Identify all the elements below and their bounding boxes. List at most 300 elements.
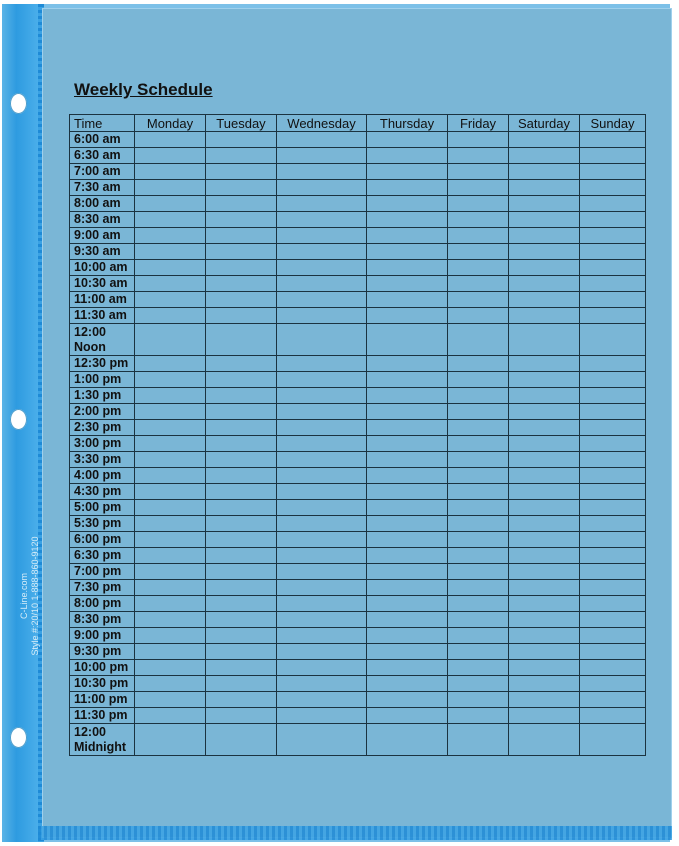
schedule-cell[interactable]: [367, 660, 448, 676]
schedule-cell[interactable]: [135, 660, 206, 676]
schedule-cell[interactable]: [509, 628, 580, 644]
schedule-cell[interactable]: [206, 324, 277, 356]
schedule-cell[interactable]: [580, 228, 646, 244]
time-slot-label: 11:00 am: [70, 292, 135, 308]
schedule-cell[interactable]: [277, 500, 367, 516]
schedule-cell[interactable]: [509, 452, 580, 468]
schedule-cell[interactable]: [448, 612, 509, 628]
schedule-cell[interactable]: [206, 180, 277, 196]
time-slot-row: [70, 180, 646, 196]
schedule-cell[interactable]: [509, 164, 580, 180]
schedule-cell[interactable]: [580, 724, 646, 756]
schedule-cell[interactable]: [367, 452, 448, 468]
schedule-cell[interactable]: [448, 564, 509, 580]
schedule-cell[interactable]: [448, 580, 509, 596]
schedule-cell[interactable]: [509, 548, 580, 564]
time-slot-label: 4:30 pm: [70, 484, 135, 500]
schedule-cell[interactable]: [277, 660, 367, 676]
schedule-cell[interactable]: [206, 468, 277, 484]
schedule-cell[interactable]: [367, 372, 448, 388]
schedule-cell[interactable]: [206, 228, 277, 244]
schedule-cell[interactable]: [277, 532, 367, 548]
time-slot-row: [70, 164, 646, 180]
schedule-cell[interactable]: [580, 468, 646, 484]
time-slot-row: [70, 260, 646, 276]
schedule-cell[interactable]: [206, 660, 277, 676]
schedule-cell[interactable]: [580, 276, 646, 292]
schedule-cell[interactable]: [509, 564, 580, 580]
schedule-cell[interactable]: [206, 404, 277, 420]
schedule-cell[interactable]: [206, 708, 277, 724]
schedule-cell[interactable]: [509, 308, 580, 324]
time-slot-label: 7:30 am: [70, 180, 135, 196]
schedule-cell[interactable]: [277, 612, 367, 628]
time-slot-row: [70, 580, 646, 596]
schedule-cell[interactable]: [277, 356, 367, 372]
time-slot-row: [70, 564, 646, 580]
time-slot-label: 8:00 pm: [70, 596, 135, 612]
schedule-cell[interactable]: [206, 724, 277, 756]
schedule-cell[interactable]: [277, 388, 367, 404]
schedule-cell[interactable]: [135, 388, 206, 404]
schedule-cell[interactable]: [448, 420, 509, 436]
schedule-cell[interactable]: [135, 292, 206, 308]
schedule-cell[interactable]: [448, 388, 509, 404]
schedule-cell[interactable]: [509, 676, 580, 692]
schedule-cell[interactable]: [367, 724, 448, 756]
binder-hole-top: [10, 93, 27, 114]
schedule-cell[interactable]: [206, 212, 277, 228]
schedule-cell[interactable]: [509, 612, 580, 628]
schedule-cell[interactable]: [135, 532, 206, 548]
header-thursday: Thursday: [367, 115, 448, 132]
schedule-cell[interactable]: [135, 500, 206, 516]
schedule-cell[interactable]: [135, 580, 206, 596]
time-slot-label: 7:30 pm: [70, 580, 135, 596]
schedule-cell[interactable]: [448, 548, 509, 564]
time-slot-row: [70, 724, 646, 756]
time-slot-label: 11:00 pm: [70, 692, 135, 708]
schedule-cell[interactable]: [448, 324, 509, 356]
schedule-cell[interactable]: [277, 676, 367, 692]
schedule-cell[interactable]: [135, 596, 206, 612]
schedule-cell[interactable]: [367, 196, 448, 212]
schedule-cell[interactable]: [509, 468, 580, 484]
time-slot-label: 6:30 pm: [70, 548, 135, 564]
schedule-cell[interactable]: [367, 132, 448, 148]
schedule-cell[interactable]: [580, 404, 646, 420]
schedule-cell[interactable]: [580, 532, 646, 548]
time-slot-row: [70, 468, 646, 484]
schedule-cell[interactable]: [509, 724, 580, 756]
schedule-cell[interactable]: [448, 164, 509, 180]
schedule-cell[interactable]: [206, 500, 277, 516]
schedule-cell[interactable]: [580, 644, 646, 660]
schedule-cell[interactable]: [580, 436, 646, 452]
schedule-cell[interactable]: [277, 276, 367, 292]
schedule-cell[interactable]: [277, 132, 367, 148]
schedule-cell[interactable]: [135, 196, 206, 212]
schedule-cell[interactable]: [367, 292, 448, 308]
time-slot-row: [70, 452, 646, 468]
schedule-cell[interactable]: [135, 324, 206, 356]
schedule-cell[interactable]: [135, 484, 206, 500]
schedule-cell[interactable]: [448, 532, 509, 548]
schedule-cell[interactable]: [509, 484, 580, 500]
time-slot-row: [70, 404, 646, 420]
schedule-cell[interactable]: [367, 436, 448, 452]
schedule-cell[interactable]: [448, 404, 509, 420]
schedule-cell[interactable]: [367, 260, 448, 276]
schedule-cell[interactable]: [580, 612, 646, 628]
schedule-cell[interactable]: [206, 676, 277, 692]
schedule-cell[interactable]: [277, 644, 367, 660]
schedule-cell[interactable]: [448, 660, 509, 676]
schedule-cell[interactable]: [367, 548, 448, 564]
schedule-cell[interactable]: [277, 420, 367, 436]
schedule-cell[interactable]: [509, 148, 580, 164]
schedule-cell[interactable]: [206, 612, 277, 628]
schedule-cell[interactable]: [509, 356, 580, 372]
schedule-cell[interactable]: [135, 212, 206, 228]
schedule-cell[interactable]: [448, 500, 509, 516]
schedule-cell[interactable]: [509, 516, 580, 532]
schedule-cell[interactable]: [509, 388, 580, 404]
schedule-cell[interactable]: [277, 308, 367, 324]
schedule-cell[interactable]: [509, 708, 580, 724]
schedule-cell[interactable]: [206, 436, 277, 452]
schedule-cell[interactable]: [509, 692, 580, 708]
time-slot-row: [70, 628, 646, 644]
schedule-cell[interactable]: [580, 516, 646, 532]
schedule-cell[interactable]: [580, 628, 646, 644]
schedule-cell[interactable]: [277, 244, 367, 260]
time-slot-row: [70, 532, 646, 548]
schedule-cell[interactable]: [509, 244, 580, 260]
schedule-cell[interactable]: [135, 564, 206, 580]
schedule-cell[interactable]: [367, 580, 448, 596]
schedule-cell[interactable]: [448, 276, 509, 292]
schedule-cell[interactable]: [448, 516, 509, 532]
schedule-cell[interactable]: [367, 308, 448, 324]
schedule-cell[interactable]: [206, 244, 277, 260]
time-slot-row: [70, 356, 646, 372]
schedule-cell[interactable]: [448, 180, 509, 196]
schedule-cell[interactable]: [580, 708, 646, 724]
schedule-cell[interactable]: [580, 692, 646, 708]
schedule-cell[interactable]: [135, 260, 206, 276]
schedule-cell[interactable]: [135, 628, 206, 644]
schedule-cell[interactable]: [206, 308, 277, 324]
schedule-cell[interactable]: [367, 404, 448, 420]
time-slot-label: 2:00 pm: [70, 404, 135, 420]
schedule-cell[interactable]: [367, 644, 448, 660]
schedule-cell[interactable]: [367, 356, 448, 372]
schedule-cell[interactable]: [580, 452, 646, 468]
schedule-cell[interactable]: [367, 564, 448, 580]
schedule-cell[interactable]: [206, 644, 277, 660]
schedule-cell[interactable]: [509, 404, 580, 420]
schedule-cell[interactable]: [277, 596, 367, 612]
schedule-cell[interactable]: [277, 580, 367, 596]
schedule-cell[interactable]: [206, 452, 277, 468]
brand-line-2: Style #:20/10 1-888-860-9120: [30, 536, 40, 656]
schedule-cell[interactable]: [367, 628, 448, 644]
schedule-cell[interactable]: [135, 452, 206, 468]
schedule-cell[interactable]: [277, 164, 367, 180]
schedule-cell[interactable]: [206, 372, 277, 388]
schedule-cell[interactable]: [367, 228, 448, 244]
schedule-cell[interactable]: [206, 356, 277, 372]
schedule-cell[interactable]: [206, 148, 277, 164]
schedule-cell[interactable]: [509, 532, 580, 548]
schedule-cell[interactable]: [135, 244, 206, 260]
schedule-cell[interactable]: [135, 708, 206, 724]
schedule-cell[interactable]: [448, 196, 509, 212]
schedule-cell[interactable]: [448, 308, 509, 324]
schedule-cell[interactable]: [367, 244, 448, 260]
schedule-cell[interactable]: [277, 180, 367, 196]
schedule-cell[interactable]: [277, 468, 367, 484]
schedule-cell[interactable]: [509, 660, 580, 676]
schedule-cell[interactable]: [367, 484, 448, 500]
time-slot-row: [70, 292, 646, 308]
time-slot-row: [70, 212, 646, 228]
schedule-cell[interactable]: [277, 548, 367, 564]
schedule-cell[interactable]: [509, 132, 580, 148]
schedule-cell[interactable]: [448, 676, 509, 692]
schedule-cell[interactable]: [448, 436, 509, 452]
schedule-cell[interactable]: [580, 196, 646, 212]
schedule-cell[interactable]: [448, 356, 509, 372]
schedule-cell[interactable]: [448, 228, 509, 244]
schedule-cell[interactable]: [206, 260, 277, 276]
header-friday: Friday: [448, 115, 509, 132]
schedule-cell[interactable]: [277, 484, 367, 500]
schedule-cell[interactable]: [277, 724, 367, 756]
schedule-cell[interactable]: [277, 404, 367, 420]
schedule-cell[interactable]: [509, 196, 580, 212]
schedule-cell[interactable]: [367, 212, 448, 228]
schedule-cell[interactable]: [580, 260, 646, 276]
schedule-cell[interactable]: [206, 516, 277, 532]
schedule-cell[interactable]: [580, 244, 646, 260]
schedule-cell[interactable]: [367, 164, 448, 180]
time-slot-label: 3:30 pm: [70, 452, 135, 468]
schedule-cell[interactable]: [580, 420, 646, 436]
schedule-cell[interactable]: [580, 148, 646, 164]
schedule-cell[interactable]: [206, 388, 277, 404]
schedule-cell[interactable]: [135, 692, 206, 708]
schedule-cell[interactable]: [448, 596, 509, 612]
schedule-cell[interactable]: [580, 596, 646, 612]
time-slot-row: [70, 484, 646, 500]
schedule-cell[interactable]: [367, 692, 448, 708]
schedule-cell[interactable]: [509, 596, 580, 612]
schedule-cell[interactable]: [206, 276, 277, 292]
schedule-cell[interactable]: [580, 580, 646, 596]
schedule-cell[interactable]: [580, 660, 646, 676]
time-slot-row: [70, 148, 646, 164]
schedule-cell[interactable]: [367, 148, 448, 164]
schedule-cell[interactable]: [135, 548, 206, 564]
schedule-cell[interactable]: [206, 692, 277, 708]
schedule-cell[interactable]: [509, 420, 580, 436]
schedule-cell[interactable]: [367, 612, 448, 628]
binder-hole-bottom: [10, 727, 27, 748]
header-wednesday: Wednesday: [277, 115, 367, 132]
schedule-cell[interactable]: [206, 580, 277, 596]
schedule-cell[interactable]: [135, 228, 206, 244]
schedule-cell[interactable]: [509, 180, 580, 196]
schedule-cell[interactable]: [367, 708, 448, 724]
schedule-cell[interactable]: [135, 516, 206, 532]
schedule-cell[interactable]: [448, 372, 509, 388]
schedule-cell[interactable]: [448, 468, 509, 484]
schedule-cell[interactable]: [135, 676, 206, 692]
schedule-cell[interactable]: [509, 276, 580, 292]
schedule-cell[interactable]: [206, 564, 277, 580]
schedule-cell[interactable]: [509, 292, 580, 308]
schedule-cell[interactable]: [580, 292, 646, 308]
schedule-cell[interactable]: [206, 548, 277, 564]
schedule-cell[interactable]: [277, 372, 367, 388]
schedule-cell[interactable]: [367, 180, 448, 196]
schedule-cell[interactable]: [367, 420, 448, 436]
schedule-cell[interactable]: [509, 372, 580, 388]
schedule-cell[interactable]: [277, 452, 367, 468]
schedule-cell[interactable]: [135, 132, 206, 148]
schedule-cell[interactable]: [135, 148, 206, 164]
schedule-cell[interactable]: [580, 180, 646, 196]
schedule-cell[interactable]: [580, 132, 646, 148]
time-slot-row: [70, 644, 646, 660]
schedule-cell[interactable]: [135, 180, 206, 196]
schedule-cell[interactable]: [206, 164, 277, 180]
schedule-cell[interactable]: [580, 356, 646, 372]
schedule-cell[interactable]: [135, 372, 206, 388]
schedule-cell[interactable]: [580, 676, 646, 692]
schedule-cell[interactable]: [367, 596, 448, 612]
schedule-cell[interactable]: [277, 628, 367, 644]
schedule-cell[interactable]: [448, 260, 509, 276]
schedule-cell[interactable]: [135, 724, 206, 756]
schedule-cell[interactable]: [448, 212, 509, 228]
schedule-cell[interactable]: [206, 596, 277, 612]
schedule-cell[interactable]: [509, 580, 580, 596]
schedule-cell[interactable]: [580, 372, 646, 388]
schedule-cell[interactable]: [206, 628, 277, 644]
schedule-cell[interactable]: [277, 324, 367, 356]
schedule-cell[interactable]: [367, 324, 448, 356]
schedule-cell[interactable]: [580, 308, 646, 324]
schedule-cell[interactable]: [277, 292, 367, 308]
schedule-cell[interactable]: [135, 308, 206, 324]
schedule-cell[interactable]: [277, 196, 367, 212]
schedule-cell[interactable]: [277, 436, 367, 452]
schedule-cell[interactable]: [580, 564, 646, 580]
time-slot-label: 7:00 pm: [70, 564, 135, 580]
schedule-cell[interactable]: [367, 500, 448, 516]
schedule-cell[interactable]: [580, 388, 646, 404]
schedule-cell[interactable]: [277, 212, 367, 228]
schedule-cell[interactable]: [277, 708, 367, 724]
schedule-cell[interactable]: [448, 724, 509, 756]
time-slot-label: 10:30 am: [70, 276, 135, 292]
schedule-cell[interactable]: [509, 644, 580, 660]
schedule-cell[interactable]: [448, 708, 509, 724]
schedule-cell[interactable]: [448, 692, 509, 708]
schedule-cell[interactable]: [206, 292, 277, 308]
schedule-cell[interactable]: [277, 692, 367, 708]
schedule-cell[interactable]: [580, 324, 646, 356]
schedule-cell[interactable]: [580, 484, 646, 500]
schedule-cell[interactable]: [448, 132, 509, 148]
schedule-cell[interactable]: [509, 436, 580, 452]
time-slot-label: 11:30 pm: [70, 708, 135, 724]
schedule-cell[interactable]: [580, 164, 646, 180]
schedule-cell[interactable]: [580, 500, 646, 516]
schedule-cell[interactable]: [448, 452, 509, 468]
schedule-cell[interactable]: [367, 388, 448, 404]
schedule-cell[interactable]: [367, 676, 448, 692]
schedule-cell[interactable]: [448, 244, 509, 260]
schedule-cell[interactable]: [367, 532, 448, 548]
time-slot-label: 8:00 am: [70, 196, 135, 212]
schedule-cell[interactable]: [277, 516, 367, 532]
schedule-cell[interactable]: [509, 500, 580, 516]
schedule-cell[interactable]: [277, 228, 367, 244]
schedule-cell[interactable]: [509, 212, 580, 228]
schedule-cell[interactable]: [367, 468, 448, 484]
schedule-cell[interactable]: [448, 484, 509, 500]
schedule-cell[interactable]: [135, 436, 206, 452]
schedule-cell[interactable]: [135, 404, 206, 420]
schedule-cell[interactable]: [580, 212, 646, 228]
time-slot-label: 9:00 pm: [70, 628, 135, 644]
time-slot-row: [70, 548, 646, 564]
schedule-cell[interactable]: [206, 484, 277, 500]
schedule-cell[interactable]: [135, 164, 206, 180]
schedule-cell[interactable]: [135, 468, 206, 484]
schedule-cell[interactable]: [277, 260, 367, 276]
schedule-cell[interactable]: [448, 292, 509, 308]
schedule-cell[interactable]: [206, 532, 277, 548]
schedule-cell[interactable]: [367, 276, 448, 292]
schedule-cell[interactable]: [135, 276, 206, 292]
schedule-cell[interactable]: [448, 644, 509, 660]
schedule-cell[interactable]: [509, 260, 580, 276]
schedule-cell[interactable]: [135, 612, 206, 628]
schedule-cell[interactable]: [206, 132, 277, 148]
schedule-cell[interactable]: [277, 564, 367, 580]
schedule-cell[interactable]: [135, 420, 206, 436]
time-slot-label: 3:00 pm: [70, 436, 135, 452]
schedule-cell[interactable]: [135, 644, 206, 660]
schedule-cell[interactable]: [206, 420, 277, 436]
time-slot-label: 6:30 am: [70, 148, 135, 164]
schedule-cell[interactable]: [135, 356, 206, 372]
schedule-cell[interactable]: [509, 324, 580, 356]
schedule-cell[interactable]: [277, 148, 367, 164]
schedule-cell[interactable]: [509, 228, 580, 244]
schedule-cell[interactable]: [580, 548, 646, 564]
time-slot-label: 12:00 Midnight: [70, 724, 135, 756]
schedule-cell[interactable]: [206, 196, 277, 212]
schedule-cell[interactable]: [448, 628, 509, 644]
schedule-cell[interactable]: [367, 516, 448, 532]
schedule-cell[interactable]: [448, 148, 509, 164]
